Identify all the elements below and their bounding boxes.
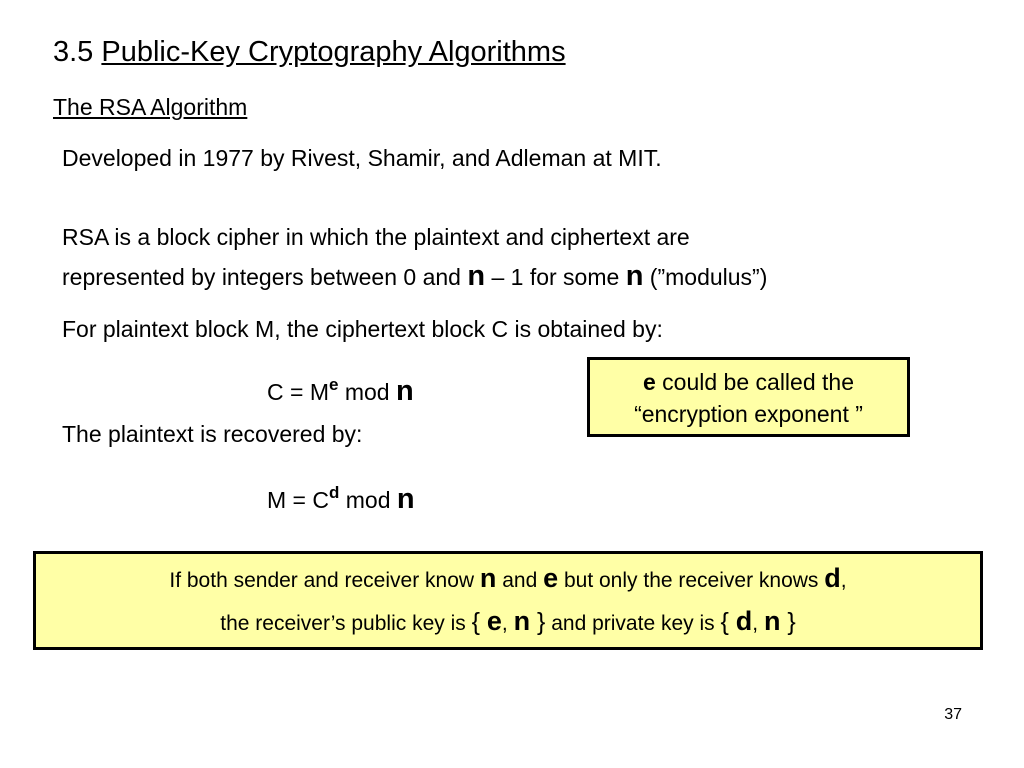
rsa-line2-part-b: – 1 for some bbox=[485, 264, 626, 290]
key-brace: { bbox=[720, 608, 736, 636]
title-number: 3.5 bbox=[53, 36, 94, 68]
encryption-lhs: C = M bbox=[267, 379, 329, 405]
title-text: Public-Key Cryptography Algorithms bbox=[101, 36, 566, 68]
developed-text: Developed in 1977 by Rivest, Shamir, and Adleman at MIT. bbox=[62, 145, 662, 171]
modulus-variable: n bbox=[467, 260, 486, 292]
key-brace: } bbox=[530, 608, 546, 636]
decryption-formula bbox=[267, 478, 415, 515]
key-text: , bbox=[752, 612, 764, 635]
public-key-n: n bbox=[513, 606, 531, 636]
encryption-intro-text: For plaintext block M, the ciphertext block C is obtained by: bbox=[62, 316, 663, 342]
encryption-exponent-note bbox=[587, 357, 910, 437]
page-number: 37 bbox=[944, 706, 962, 723]
key-brace: } bbox=[780, 608, 796, 636]
key-text: , bbox=[840, 569, 847, 592]
decryption-modulus: n bbox=[396, 483, 415, 515]
private-key-n: n bbox=[763, 606, 781, 636]
public-key-e: e bbox=[486, 606, 502, 636]
decryption-lhs: M = C bbox=[267, 487, 329, 513]
key-summary-line-2 bbox=[36, 601, 980, 644]
slide-subtitle: The RSA Algorithm bbox=[53, 94, 248, 120]
key-summary-box bbox=[33, 551, 983, 650]
note-line-1-rest: could be called the bbox=[655, 369, 854, 395]
key-text: , bbox=[501, 612, 514, 635]
decryption-exponent: d bbox=[328, 483, 340, 502]
note-line-2: “encryption exponent ” bbox=[634, 401, 863, 427]
key-text: and private key is bbox=[545, 612, 721, 635]
encryption-formula bbox=[267, 370, 414, 407]
key-brace: { bbox=[471, 608, 487, 636]
rsa-description-line-1: RSA is a block cipher in which the plaintext and ciphertext are bbox=[62, 224, 690, 250]
key-summary-line-1 bbox=[36, 558, 980, 601]
decryption-intro-text: The plaintext is recovered by: bbox=[62, 421, 363, 447]
rsa-line2-part-a: represented by integers between 0 and bbox=[62, 264, 468, 290]
key-text: the receiver’s public key is bbox=[220, 612, 472, 635]
slide-title bbox=[53, 34, 566, 70]
key-text: but only the receiver knows bbox=[558, 569, 825, 592]
key-text: and bbox=[496, 569, 544, 592]
key-e: e bbox=[543, 563, 559, 593]
note-e: e bbox=[643, 369, 656, 395]
private-key-d: d bbox=[735, 606, 753, 636]
encryption-exponent: e bbox=[328, 375, 339, 394]
decryption-mod: mod bbox=[339, 487, 397, 513]
modulus-variable: n bbox=[625, 260, 644, 292]
encryption-mod: mod bbox=[338, 379, 396, 405]
rsa-line2-part-c: (”modulus”) bbox=[643, 264, 768, 290]
key-text: If both sender and receiver know bbox=[169, 569, 480, 592]
note-line-1 bbox=[590, 366, 907, 398]
encryption-modulus: n bbox=[395, 375, 414, 407]
key-n: n bbox=[479, 563, 497, 593]
rsa-description-line-2 bbox=[62, 261, 767, 292]
key-d: d bbox=[824, 563, 841, 593]
